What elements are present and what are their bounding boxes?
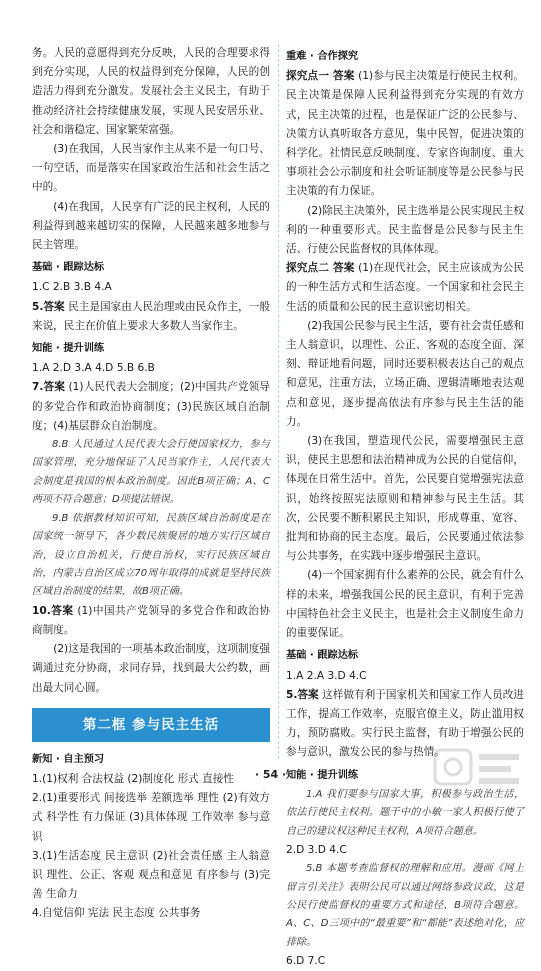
answer-label: 10.答案: [32, 604, 74, 617]
answer-paragraph: (3)在我国，人民当家作主从来不是一句口号、一句空话，而是落实在国家政治生活和社会生活之中的。: [32, 143, 270, 194]
answer-paragraph: [32, 378, 270, 436]
answer-label: 探究点一 答案: [286, 70, 355, 83]
answer-paragraph: 2.(1)重要形式 间接选举 差额选举 理性 (2)有效方式 科学性 有力保证 (3)具体体现 工作效率 参与意识: [32, 792, 270, 843]
lesson-title-banner: 第二框 参与民主生活: [32, 708, 270, 742]
answer-paragraph: (2)这是我国的一项基本政治制度，这项制度强调通过充分协商，求同存异，找到最大公约数，画出最大同心圆。: [32, 643, 270, 694]
answer-text: (1)中国共产党领导的多党合作和政治协商制度。: [32, 604, 270, 636]
answer-paragraph: (3)在我国，塑造现代公民，需要增强民主意识，使民主思想和法治精神成为公民的自觉信仰，体现在日常生活中。首先，公民要自觉增强宪法意识，始终按照宪法原则和精神参与民主生活。其次，公民要不断积累民主知识，形成尊重、宽容、批判和协商的民主态度。最后，公民要通过依法参与公共事务，在实践中逐步增强民主意识。: [286, 435, 524, 563]
section-heading: 重难 · 合作探究: [286, 51, 359, 62]
section-heading: 基础 · 跟踪达标: [32, 262, 105, 274]
answer-paragraph: 1.(1)权利 合法权益 (2)制度化 形式 直接性: [32, 772, 234, 785]
answer-text: 这样做有利于国家机关和国家工作人员改进工作，提高工作效率，克服官僚主义，防止滥用权力，预防腐败。实行民主监督，有助于增强公民的参与意识，激发公民的参与热情。: [286, 688, 524, 759]
answer-paragraph: (4)在我国，人民享有广泛的民主权利，人民的利益得到越来越切实的保障，人民越来越多地参与民主管理。: [32, 200, 270, 252]
answer-label: 5.答案: [286, 688, 319, 701]
answer-paragraph: 1.A 2.A 3.D 4.C: [286, 669, 367, 682]
answer-paragraph: [32, 602, 270, 640]
section-heading: 知能 · 提升训练: [32, 343, 105, 355]
answer-paragraph: (2)我国公民参与民主生活，要有社会责任感和主人翁意识，以理性、公正、客观的态度全面、深刻、辩证地看问题，同时还要积极表达自己的观点和意见，注重方法，立场正确、逻辑清晰地表达观点和意见，逐步提高依法有序参与民主生活的能力。: [286, 319, 524, 428]
answer-label: 7.答案: [32, 381, 65, 394]
right-column: [286, 44, 524, 971]
answer-paragraph: 2.D 3.D 4.C: [286, 843, 347, 856]
page-number: · 54 ·: [254, 768, 287, 781]
answer-paragraph: (2)除民主决策外，民主选举是公民实现民主权利的一种重要形式。民主监督是公民参与民主生活、行使公民监督权的具体体现。: [286, 204, 524, 256]
answer-paragraph: 6.D 7.C: [286, 955, 326, 968]
column-divider: [278, 44, 279, 759]
answer-paragraph: (4)一个国家拥有什么素养的公民，就会有什么样的未来，增强我国公民的民主意识，有利于完善中国特色社会主义民主，也是社会主义制度生命力的重要保证。: [286, 569, 524, 640]
answer-text: 民主是国家由人民治理或由民众作主，一般来说，民主在价值上要求大多数人当家作主。: [32, 300, 270, 332]
answer-paragraph: 务。人民的意愿得到充分反映，人民的合理要求得到充分实现，人民的权益得到充分保障，人民的创造活力得到充分激发。发展社会主义民主，有助于推动经济社会持续健康发展，实现人民安居乐业、社会和谐稳定、国家繁荣富强。: [32, 47, 270, 136]
answer-explanation: 5.B 本题考查监督权的理解和应用。漫画《网上留言引关注》表明公民可以通过网络参政议政，这是公民行使监督权的重要方式和途径，B项符合题意。A、C、D三项中的“最重要”和“都能”表述绝对化，应排除。: [286, 863, 524, 948]
section-heading: 新知 · 自主预习: [32, 753, 105, 765]
section-heading: 知能 · 提升训练: [286, 769, 359, 781]
answer-paragraph: [286, 259, 524, 317]
answer-paragraph: [32, 298, 270, 336]
answer-paragraph: 1.C 2.B 3.B 4.A: [32, 281, 112, 294]
answer-paragraph: 3.(1)生活态度 民主意识 (2)社会责任感 主人翁意识 理性、公正、客观 观点和意见 有序参与 (3)完善 生命力: [32, 849, 270, 901]
watermark-logo: [431, 742, 527, 792]
answer-label: 探究点二 答案: [286, 262, 355, 275]
answer-paragraph: 1.A 2.D 3.A 4.D 5.B 6.B: [32, 362, 155, 375]
answer-text: (1)在现代社会，民主应该成为公民的一种生活方式和生活态度。一个国家和社会民主生活的质量和公民的民主意识密切相关。: [286, 262, 524, 313]
answer-explanation: 8.B 人民通过人民代表大会行使国家权力，参与国家管理，充分地保证了人民当家作主，人民代表大会制度是我国的根本政治制度。因此B项正确；A、C两项不符合题意；D项提法错误。: [32, 439, 270, 506]
answer-label: 5.答案: [32, 300, 65, 313]
section-heading: 基础 · 跟踪达标: [286, 650, 359, 662]
answer-text: (1)参与民主决策是行使民主权利。民主决策是保障人民利益得到充分实现的有效方式，民主决策的过程，也是保证广泛的公民参与、决策方认真听取各方意见，集中民智，促进决策的科学化。社情民意反映制度、专家咨询制度、重大事项社会公示制度和社会听证制度等是公民参与民主决策的有力保证。: [286, 70, 524, 198]
answer-explanation: 9.B 依据教材知识可知，民族区域自治制度是在国家统一领导下，各少数民族聚居的地方实行区域自治，设立自治机关，行使自治权，实行民族区域自治，内蒙古自治区成立70周年取得的成就是坚持民族区域自治制度的结果，故B项正确。: [32, 512, 270, 598]
answer-explanation: 1.A 我们要参与国家大事，积极参与政治生活，依法行使民主权利。题干中的小敏一家人积极行使了自己的建议权这种民主权利，A项符合题意。: [286, 788, 524, 837]
left-column: [32, 44, 270, 924]
answer-paragraph: 4.自觉信仰 宪法 民主态度 公共事务: [32, 907, 201, 920]
answer-paragraph: [286, 67, 524, 201]
answer-text: (1)人民代表大会制度；(2)中国共产党领导的多党合作和政治协商制度；(3)民族区域自治制度；(4)基层群众自治制度。: [32, 381, 270, 432]
